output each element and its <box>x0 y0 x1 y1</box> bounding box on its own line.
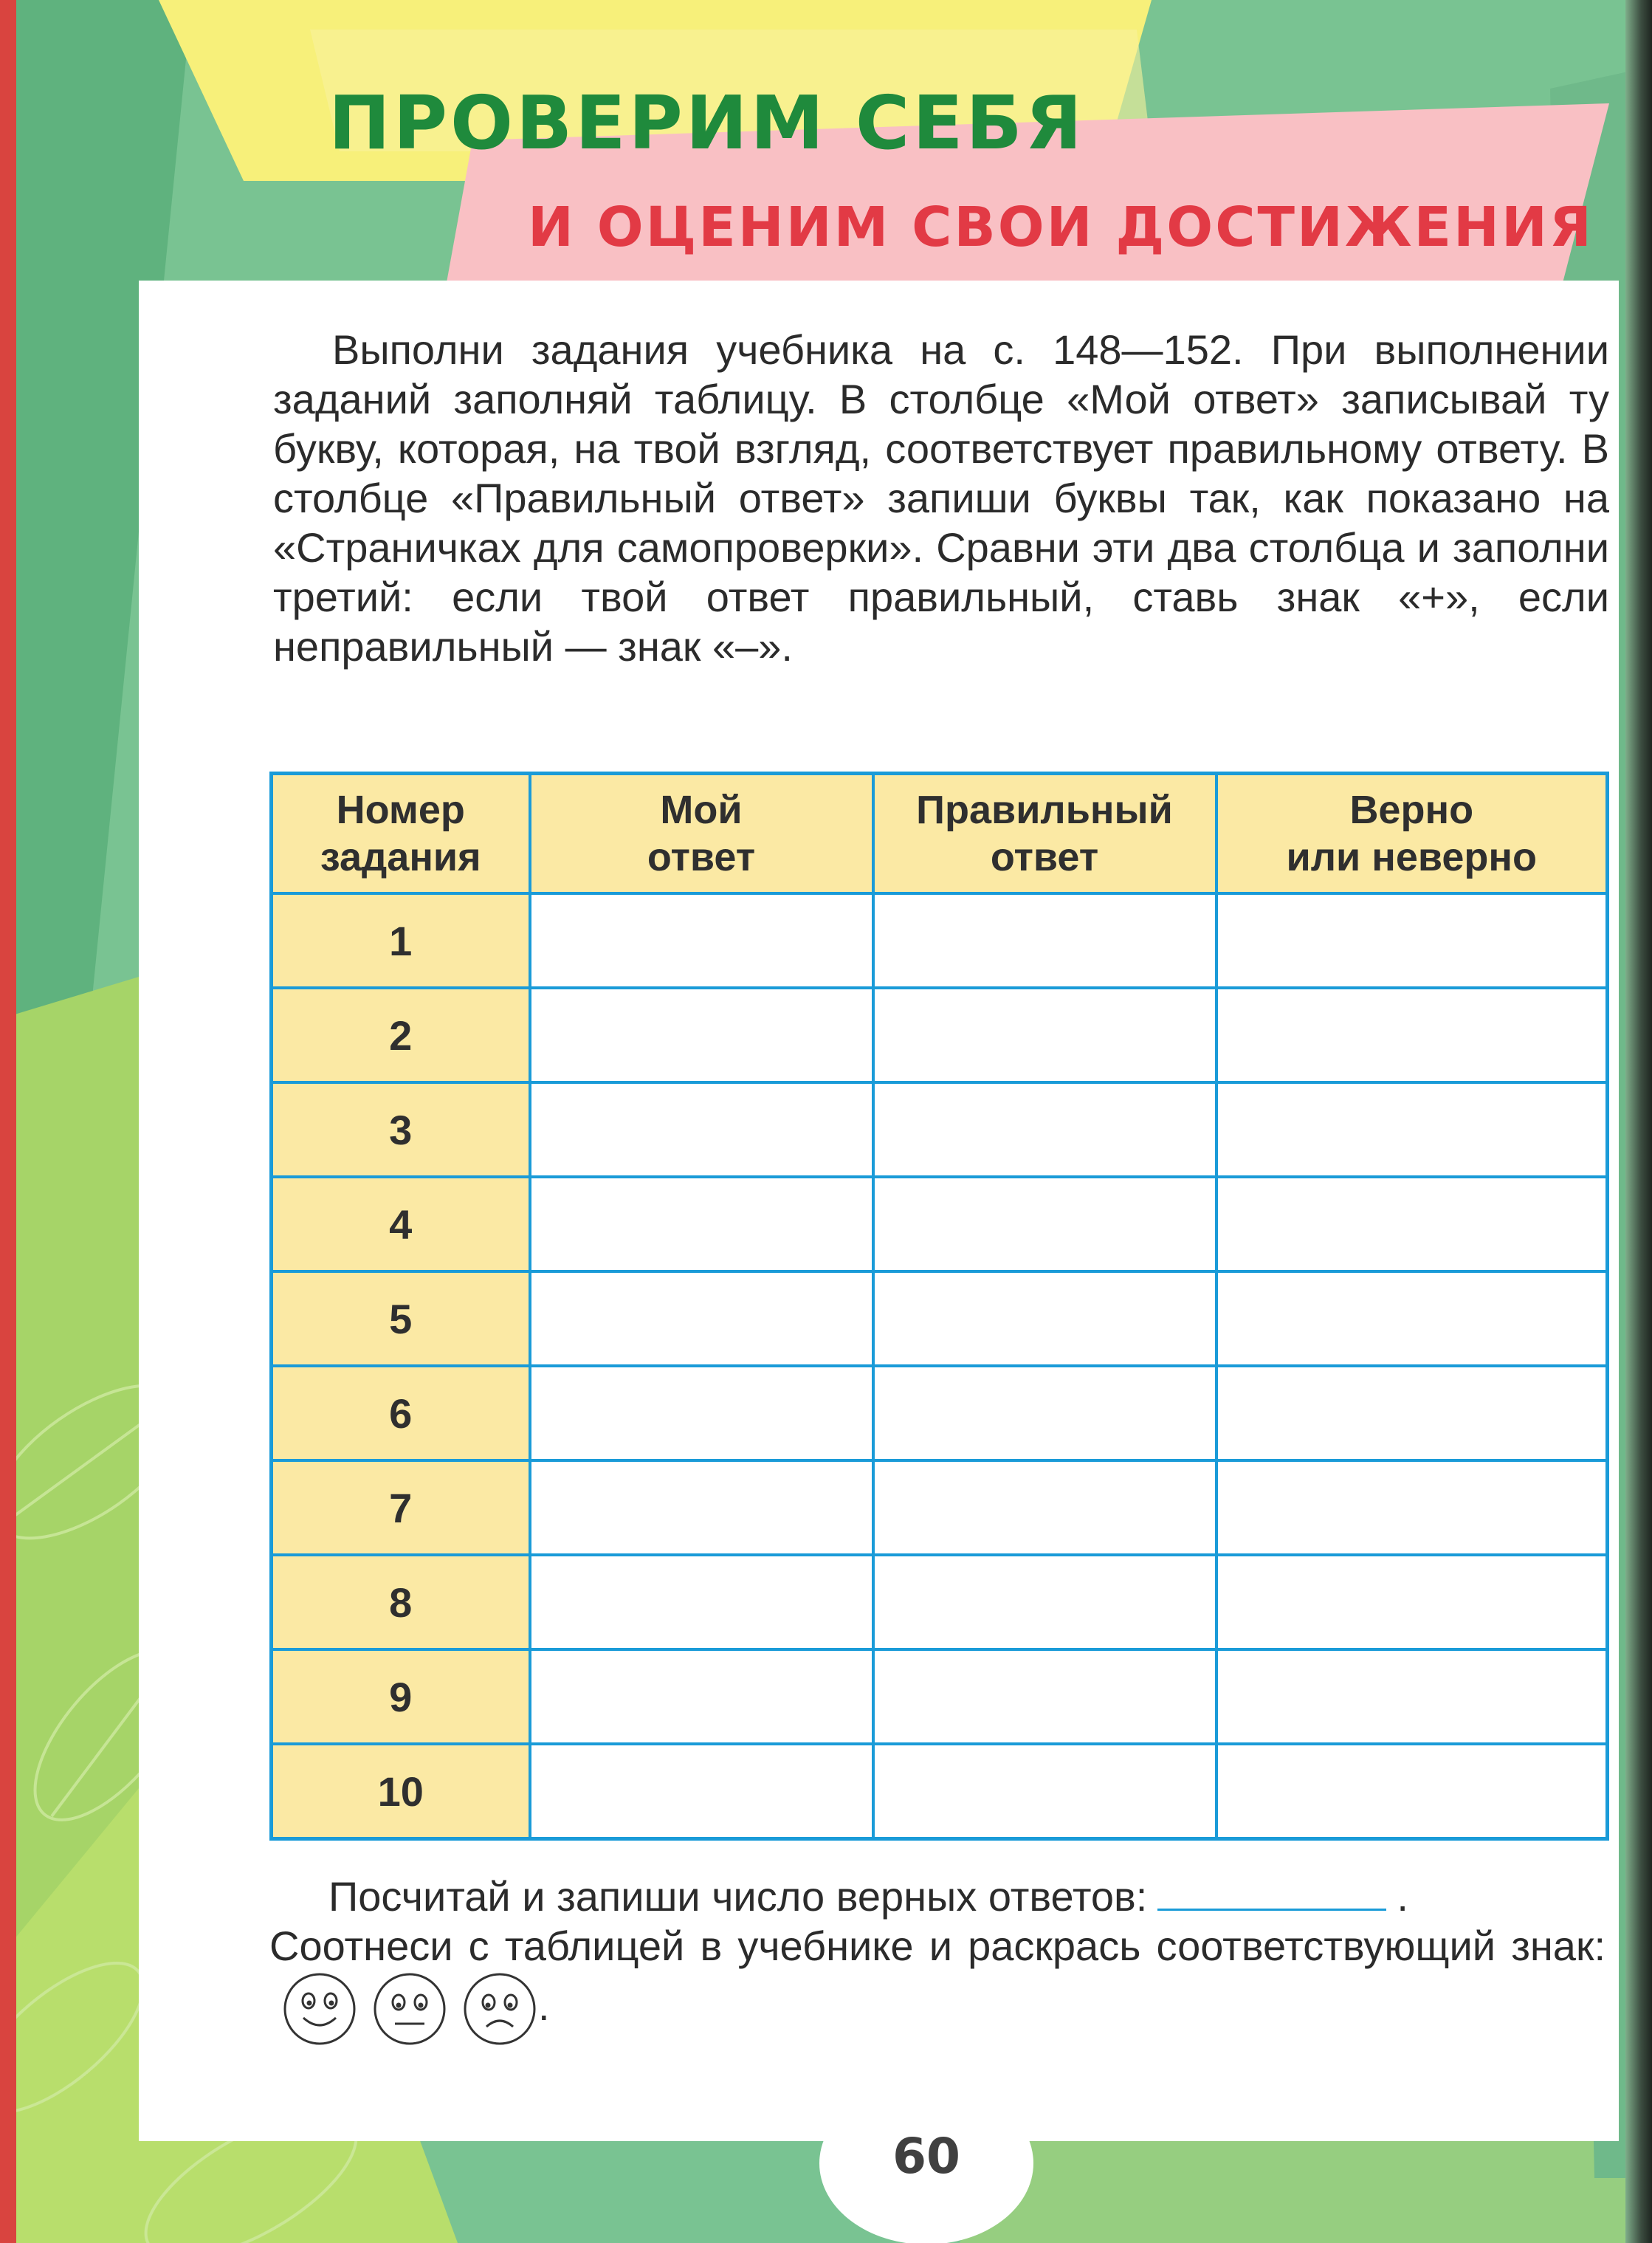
table-row <box>272 1177 1608 1271</box>
correct-answer-cell[interactable] <box>873 1082 1216 1177</box>
table-row <box>272 1555 1608 1649</box>
my-answer-cell[interactable] <box>530 988 873 1082</box>
right-or-wrong-cell[interactable] <box>1216 1177 1608 1271</box>
left-spine-stripe <box>0 0 16 2243</box>
right-or-wrong-cell[interactable] <box>1216 1366 1608 1460</box>
table-row <box>272 1460 1608 1555</box>
table-row <box>272 1744 1608 1839</box>
task-number-cell: 7 <box>272 1460 530 1555</box>
correct-answer-cell[interactable] <box>873 1555 1216 1649</box>
table-row <box>272 1271 1608 1366</box>
neutral-face-icon[interactable] <box>371 1971 448 2047</box>
task-number-cell: 5 <box>272 1271 530 1366</box>
task-number-cell: 10 <box>272 1744 530 1839</box>
my-answer-cell[interactable] <box>530 1177 873 1271</box>
header-correct-answer: Правильный ответ <box>873 774 1216 894</box>
page-title: ПРОВЕРИМ СЕБЯ <box>328 80 1085 166</box>
smiling-face-icon[interactable] <box>281 1971 358 2047</box>
page-number: 60 <box>892 2128 960 2185</box>
correct-answer-cell[interactable] <box>873 1460 1216 1555</box>
right-or-wrong-cell[interactable] <box>1216 1744 1608 1839</box>
my-answer-cell[interactable] <box>530 1649 873 1744</box>
task-number-cell: 6 <box>272 1366 530 1460</box>
task-number-cell: 4 <box>272 1177 530 1271</box>
correct-answer-cell[interactable] <box>873 1177 1216 1271</box>
task-number-cell: 3 <box>272 1082 530 1177</box>
bottom-instructions: Посчитай и запиши число верных ответов: . Соотнеси с таблицей в учебнике и раскрась соответствующий знак: . <box>269 1872 1605 2047</box>
my-answer-cell[interactable] <box>530 1271 873 1366</box>
header-right-or-wrong: Верно или неверно <box>1216 774 1608 894</box>
correct-answer-cell[interactable] <box>873 1649 1216 1744</box>
table-row <box>272 1082 1608 1177</box>
face-choices <box>281 1971 538 2047</box>
page-subtitle: И ОЦЕНИМ СВОИ ДОСТИЖЕНИЯ <box>528 196 1594 259</box>
right-or-wrong-cell[interactable] <box>1216 1555 1608 1649</box>
instructions-paragraph: Выполни задания учебника на с. 148—152. При выполнении заданий заполняй таблицу. В столбце «Мой ответ» записывай ту букву, которая, на твой взгляд, соответствует правильному ответу. В столбце «Правильный ответ» запиши буквы так, как показано на «Страничках для самопроверки». Сравни эти два столбца и заполни третий: если твой ответ правильный, ставь знак «+», если неправильный — знак «–». <box>273 326 1609 670</box>
correct-answer-cell[interactable] <box>873 1271 1216 1366</box>
task-number-cell: 2 <box>272 988 530 1082</box>
task-number-cell: 1 <box>272 893 530 988</box>
my-answer-cell[interactable] <box>530 1555 873 1649</box>
table-row <box>272 988 1608 1082</box>
self-check-table <box>269 772 1609 1841</box>
header-task-number: Номер задания <box>272 774 530 894</box>
table-row <box>272 1366 1608 1460</box>
table-row <box>272 893 1608 988</box>
correct-answer-cell[interactable] <box>873 988 1216 1082</box>
header-my-answer: Мой ответ <box>530 774 873 894</box>
my-answer-cell[interactable] <box>530 1082 873 1177</box>
my-answer-cell[interactable] <box>530 893 873 988</box>
my-answer-cell[interactable] <box>530 1744 873 1839</box>
table-header-row <box>272 774 1608 894</box>
count-prompt: Посчитай и запиши число верных ответов: <box>328 1873 1148 1920</box>
correct-answer-cell[interactable] <box>873 893 1216 988</box>
right-or-wrong-cell[interactable] <box>1216 1649 1608 1744</box>
right-or-wrong-cell[interactable] <box>1216 1271 1608 1366</box>
correct-count-blank[interactable] <box>1157 1876 1386 1911</box>
right-or-wrong-cell[interactable] <box>1216 893 1608 988</box>
task-number-cell: 9 <box>272 1649 530 1744</box>
my-answer-cell[interactable] <box>530 1460 873 1555</box>
right-or-wrong-cell[interactable] <box>1216 1460 1608 1555</box>
match-prompt: Соотнеси с таблицей в учебнике и раскрась соответствующий знак: <box>269 1923 1605 1969</box>
right-spine-shadow <box>1625 0 1652 2243</box>
right-or-wrong-cell[interactable] <box>1216 1082 1608 1177</box>
right-or-wrong-cell[interactable] <box>1216 988 1608 1082</box>
correct-answer-cell[interactable] <box>873 1366 1216 1460</box>
table-row <box>272 1649 1608 1744</box>
my-answer-cell[interactable] <box>530 1366 873 1460</box>
sad-face-icon[interactable] <box>461 1971 538 2047</box>
task-number-cell: 8 <box>272 1555 530 1649</box>
correct-answer-cell[interactable] <box>873 1744 1216 1839</box>
